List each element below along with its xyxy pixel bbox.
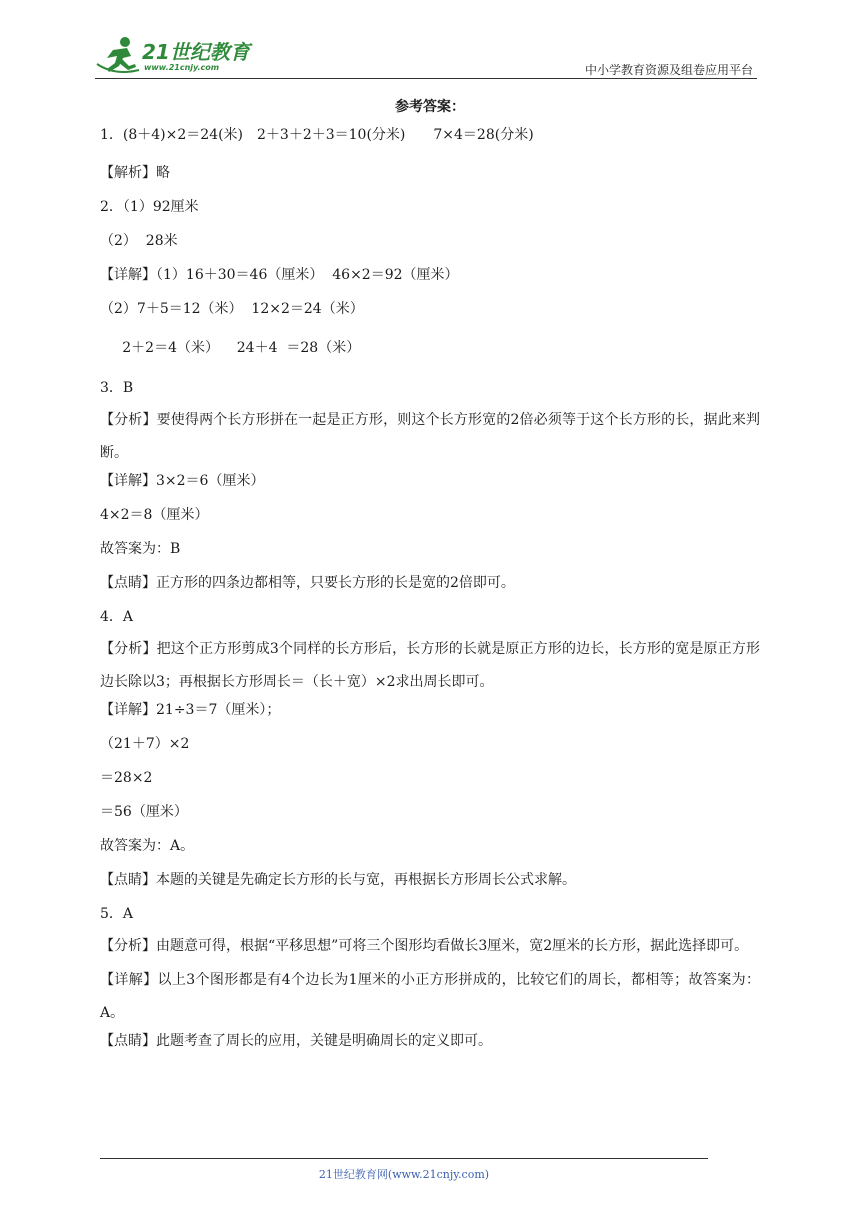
answer-line: 【点睛】本题的关键是先确定长方形的长与宽，再根据长方形周长公式求解。 [100, 872, 576, 888]
answer-line: 【解析】略 [100, 165, 170, 181]
answer-line: 【详解】3×2＝6（厘米） [100, 473, 265, 489]
answer-line: ＝28×2 [100, 770, 153, 786]
answer-line: （2） 28米 [100, 233, 178, 249]
answer-line: 4．A [100, 609, 134, 625]
answer-line: 【详解】21÷3＝7（厘米）； [100, 702, 281, 718]
logo-text: 21世纪教育 [142, 40, 250, 64]
answer-line: （2）7＋5＝12（米） 12×2＝24（米） [100, 301, 364, 317]
header-platform-text: 中小学教育资源及组卷应用平台 [584, 63, 753, 77]
answer-line: 1．(8＋4)×2＝24(米) 2＋3＋2＋3＝10(分米) 7×4＝28(分米) [100, 127, 534, 143]
answer-line: 【点睛】正方形的四条边都相等，只要长方形的长是宽的2倍即可。 [100, 575, 515, 591]
answer-line: 2＋2＝4（米） 24＋4 ＝28（米） [100, 340, 361, 356]
answer-line: 4×2＝8（厘米） [100, 507, 209, 523]
page-header [95, 30, 757, 80]
logo-url: www.21cnjy.com [144, 63, 220, 72]
header-divider [95, 78, 757, 79]
site-logo [95, 36, 255, 76]
answer-line: 【分析】把这个正方形剪成3个同样的长方形后，长方形的长就是原正方形的边长，长方形的宽是原正方形边长除以3；再根据长方形周长＝（长＋宽）×2求出周长即可。 [100, 641, 760, 690]
footer-divider [100, 1158, 708, 1159]
answer-line: 5．A [100, 906, 134, 922]
runner-logo-icon [95, 36, 141, 76]
footer-text: 21世纪教育网(www.21cnjy.com) [318, 1168, 490, 1181]
answer-line: 【详解】以上3个图形都是有4个边长为1厘米的小正方形拼成的，比较它们的周长，都相等；故答案为：A。 [100, 972, 760, 1021]
answer-content [100, 96, 760, 1051]
answer-line: ＝56（厘米） [100, 804, 188, 820]
answer-line: 故答案为：B [100, 541, 181, 557]
answer-line: 故答案为：A。 [100, 838, 195, 854]
answer-line: （21＋7）×2 [100, 736, 190, 752]
answer-line: 3．B [100, 380, 134, 396]
answer-line: 【点睛】此题考查了周长的应用，关键是明确周长的定义即可。 [100, 1033, 492, 1049]
page-title: 参考答案： [395, 99, 465, 115]
answer-line: 【分析】由题意可得，根据“平移思想”可将三个图形均看做长3厘米，宽2厘米的长方形，据此选择即可。 [100, 938, 749, 954]
answer-line: 2．（1）92厘米 [100, 199, 199, 215]
answer-line: 【详解】（1）16＋30＝46（厘米） 46×2＝92（厘米） [100, 267, 459, 283]
answer-line: 【分析】要使得两个长方形拼在一起是正方形，则这个长方形宽的2倍必须等于这个长方形的长，据此来判断。 [100, 412, 760, 461]
